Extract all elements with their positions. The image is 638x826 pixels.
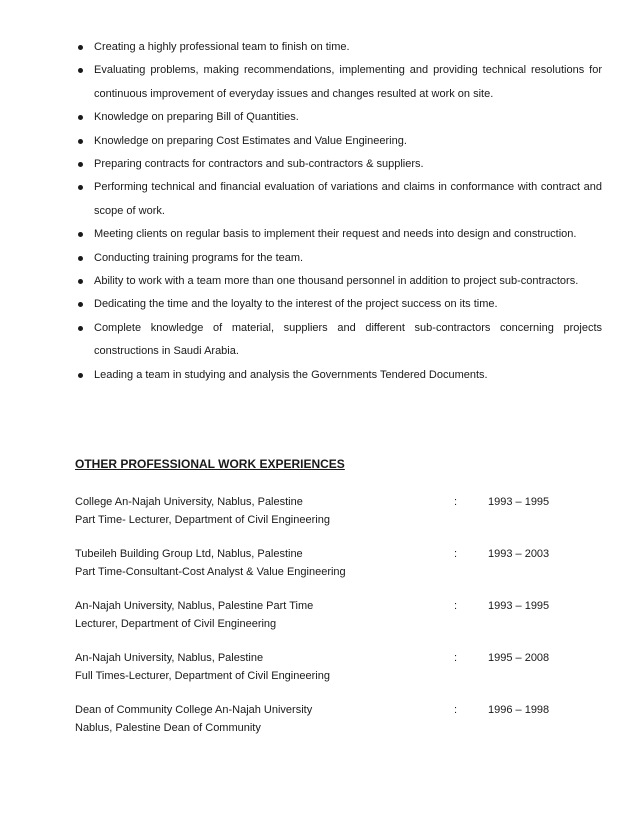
experience-list	[75, 493, 595, 753]
bullet-icon	[78, 162, 83, 167]
experience-role: Nablus, Palestine Dean of Community	[75, 722, 261, 734]
list-item	[74, 130, 602, 153]
experience-entry	[75, 597, 595, 649]
list-item	[74, 176, 602, 223]
bullet-icon	[78, 45, 83, 50]
bullet-text: Knowledge on preparing Bill of Quantities.	[94, 111, 299, 124]
bullet-text: Ability to work with a team more than one thousand personnel in addition to project sub-contractors.	[94, 275, 579, 288]
bullet-icon	[78, 256, 83, 261]
experience-role: Part Time- Lecturer, Department of Civil Engineering	[75, 514, 330, 526]
list-item	[74, 59, 602, 106]
experience-years: 1993 – 1995	[488, 496, 550, 508]
bullet-icon	[78, 115, 83, 120]
list-item	[74, 36, 602, 59]
bullet-icon	[78, 373, 83, 378]
experience-organization: An-Najah University, Nablus, Palestine	[75, 652, 264, 664]
bullet-text: Creating a highly professional team to finish on time.	[94, 41, 350, 53]
list-item	[74, 247, 602, 270]
list-item	[74, 223, 602, 246]
bullet-icon	[78, 68, 83, 73]
list-item	[74, 106, 602, 129]
experience-role: Lecturer, Department of Civil Engineering	[75, 618, 277, 630]
experience-years: 1993 – 2003	[488, 548, 550, 560]
experience-role: Part Time-Consultant-Cost Analyst & Value Engineering	[75, 566, 346, 578]
experience-years: 1996 – 1998	[488, 704, 550, 716]
experience-separator: :	[454, 548, 458, 560]
bullet-text: Conducting training programs for the team.	[94, 251, 304, 264]
bullet-icon	[78, 232, 83, 237]
bullet-icon	[78, 185, 83, 190]
experience-years: 1995 – 2008	[488, 652, 550, 664]
section-heading: OTHER PROFESSIONAL WORK EXPERIENCES	[75, 457, 345, 471]
list-item	[74, 270, 602, 293]
responsibilities-list	[74, 36, 602, 387]
list-item	[74, 317, 602, 364]
experience-separator: :	[454, 652, 458, 664]
experience-years: 1993 – 1995	[488, 600, 550, 612]
bullet-icon	[78, 139, 83, 144]
experience-entry	[75, 545, 595, 597]
experience-entry	[75, 493, 595, 545]
list-item	[74, 153, 602, 176]
bullet-icon	[78, 326, 83, 331]
bullet-text: Meeting clients on regular basis to implement their request and needs into design and construction.	[94, 228, 577, 241]
bullet-text: Knowledge on preparing Cost Estimates and Value Engineering.	[94, 134, 407, 147]
bullet-icon	[78, 302, 83, 307]
bullet-icon	[78, 279, 83, 284]
experience-separator: :	[454, 704, 458, 716]
bullet-text: Preparing contracts for contractors and sub-contractors & suppliers.	[94, 158, 424, 171]
list-item	[74, 293, 602, 316]
experience-entry	[75, 649, 595, 701]
experience-organization: Dean of Community College An-Najah University	[75, 704, 313, 716]
experience-organization: College An-Najah University, Nablus, Palestine	[75, 496, 303, 508]
experience-organization: Tubeileh Building Group Ltd, Nablus, Palestine	[75, 548, 303, 560]
experience-role: Full Times-Lecturer, Department of Civil Engineering	[75, 670, 330, 682]
bullet-text: Complete knowledge of material, suppliers and different sub-contractors concerning projects constructions in Saudi Arabia.	[94, 321, 602, 358]
list-item	[74, 364, 602, 387]
experience-separator: :	[454, 496, 458, 508]
bullet-text: Evaluating problems, making recommendations, implementing and providing technical resolutions for continuous improvement of everyday issues and changes resulted at work on site.	[94, 64, 602, 100]
bullet-text: Dedicating the time and the loyalty to the interest of the project success on its time.	[94, 298, 498, 311]
experience-entry	[75, 701, 595, 753]
bullet-text: Leading a team in studying and analysis the Governments Tendered Documents.	[94, 368, 488, 381]
experience-organization: An-Najah University, Nablus, Palestine Part Time	[75, 600, 314, 612]
experience-separator: :	[454, 600, 458, 612]
bullet-text: Performing technical and financial evaluation of variations and claims in conformance with contract and scope of work.	[94, 181, 602, 217]
